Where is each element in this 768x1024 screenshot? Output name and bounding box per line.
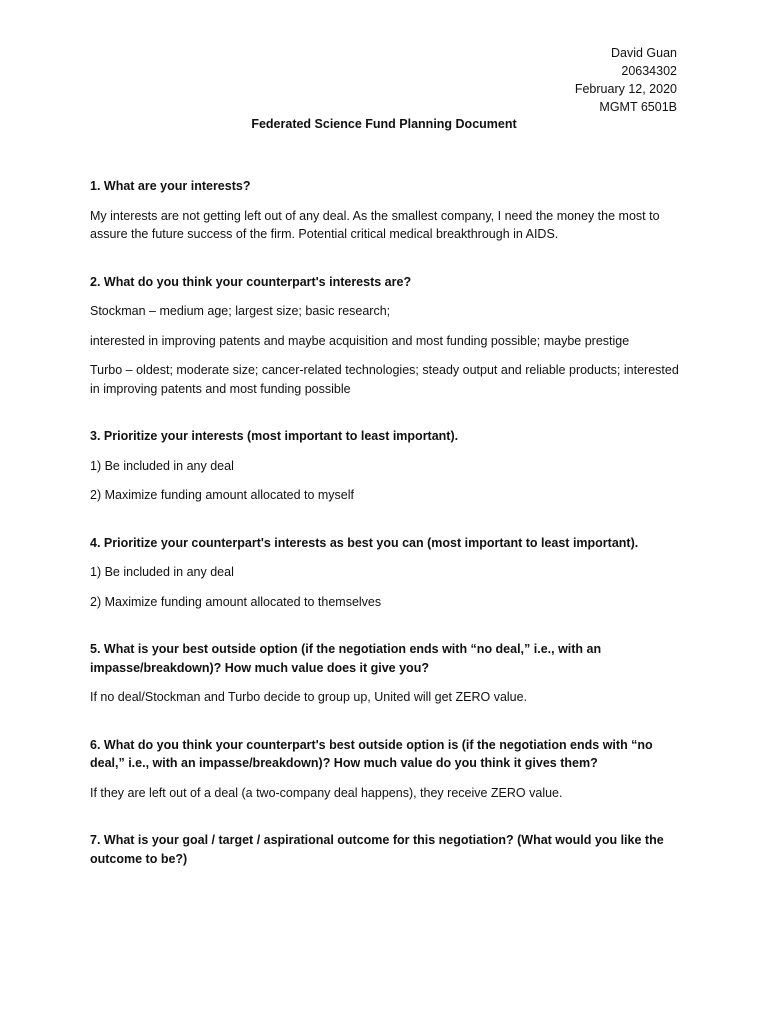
question-2: 2. What do you think your counterpart's interests are? bbox=[90, 274, 412, 289]
answer-3-2: 2) Maximize funding amount allocated to myself bbox=[90, 488, 355, 502]
question-4: 4. Prioritize your counterpart's interests as best you can (most important to least important). bbox=[90, 535, 639, 550]
section-6 bbox=[90, 736, 680, 803]
answer-5-1: If no deal/Stockman and Turbo decide to group up, United will get ZERO value. bbox=[90, 690, 528, 704]
answer-2-2: interested in improving patents and maybe acquisition and most funding possible; maybe prestige bbox=[90, 333, 630, 348]
question-7: 7. What is your goal / target / aspirational outcome for this negotiation? (What would you like the outcome to be?) bbox=[90, 833, 664, 866]
answer-6-1: If they are left out of a deal (a two-company deal happens), they receive ZERO value. bbox=[90, 785, 563, 800]
author-name: David Guan bbox=[610, 46, 677, 60]
answer-1-1: My interests are not getting left out of any deal. As the smallest company, I need the money the most to assure the future success of the firm. Potential critical medical breakthrough in AIDS. bbox=[90, 208, 660, 241]
question-5: 5. What is your best outside option (if the negotiation ends with “no deal,” i.e., with an impasse/breakdown)? How much value does it give you? bbox=[90, 642, 602, 675]
document-date: February 12, 2020 bbox=[574, 82, 677, 96]
section-7 bbox=[90, 831, 680, 868]
question-6: 6. What do you think your counterpart's best outside option is (if the negotiation ends with “no deal,” i.e., with an impasse/breakdown)? How much value do you think it gives them? bbox=[90, 737, 653, 770]
student-id: 20634302 bbox=[621, 64, 677, 78]
section-3 bbox=[90, 427, 680, 505]
question-1: 1. What are your interests? bbox=[90, 179, 251, 193]
answer-4-2: 2) Maximize funding amount allocated to themselves bbox=[90, 594, 382, 609]
section-5 bbox=[90, 640, 680, 707]
document-body bbox=[90, 177, 680, 879]
answer-3-1: 1) Be included in any deal bbox=[90, 458, 234, 473]
answer-2-1: Stockman – medium age; largest size; basic research; bbox=[90, 304, 391, 318]
question-3: 3. Prioritize your interests (most important to least important). bbox=[90, 429, 459, 443]
section-2 bbox=[90, 273, 680, 399]
course-code: MGMT 6501B bbox=[599, 100, 677, 114]
document-title: Federated Science Fund Planning Document bbox=[251, 117, 517, 131]
author-header bbox=[575, 44, 677, 116]
section-4 bbox=[90, 534, 680, 612]
section-1 bbox=[90, 177, 680, 244]
answer-4-1: 1) Be included in any deal bbox=[90, 565, 234, 579]
answer-2-3: Turbo – oldest; moderate size; cancer-related technologies; steady output and reliable products; interested in improving patents and most funding possible bbox=[90, 363, 679, 396]
